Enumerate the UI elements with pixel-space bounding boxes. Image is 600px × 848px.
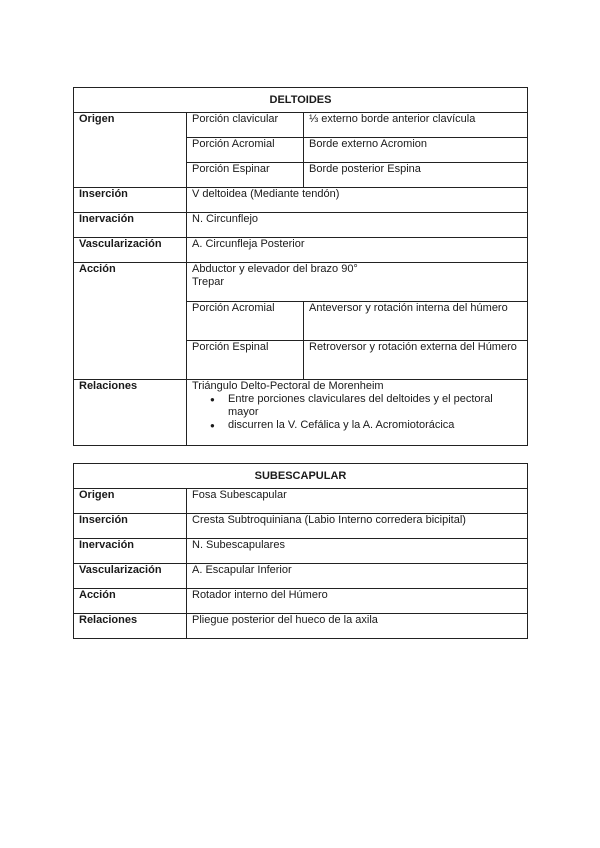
relaciones-cell: [187, 380, 528, 446]
sub-insercion-label: Inserción: [74, 514, 187, 539]
sub-inervacion-label: Inervación: [74, 539, 187, 564]
deltoides-table: [73, 87, 528, 446]
accion-line-2: Trepar: [192, 276, 224, 288]
relaciones-title: Triángulo Delto-Pectoral de Morenheim: [192, 380, 384, 392]
sub-origen-value: Fosa Subescapular: [187, 489, 528, 514]
relaciones-label: Relaciones: [74, 380, 187, 446]
sub-origen-label: Origen: [74, 489, 187, 514]
sub-relaciones-label: Relaciones: [74, 614, 187, 639]
sub-insercion-value: Cresta Subtroquiniana (Labio Interno corredera bicipital): [187, 514, 528, 539]
accion-espinal-text: Retroversor y rotación externa del Húmero: [304, 341, 528, 380]
sub-accion-label: Acción: [74, 589, 187, 614]
inervacion-label: Inervación: [74, 213, 187, 238]
inervacion-value: N. Circunflejo: [187, 213, 528, 238]
accion-portion-acromial: Porción Acromial: [187, 302, 304, 341]
vascularizacion-value: A. Circunfleja Posterior: [187, 238, 528, 263]
origen-clavicular-text: ⅓ externo borde anterior clavícula: [304, 113, 528, 138]
subescapular-title: SUBESCAPULAR: [74, 464, 528, 489]
sub-vascularizacion-label: Vascularización: [74, 564, 187, 589]
origen-portion-acromial: Porción Acromial: [187, 138, 304, 163]
accion-summary: [187, 263, 528, 302]
list-item: ● Entre porciones claviculares del deltoides y el pectoral mayor: [228, 393, 522, 419]
origen-portion-espinar: Porción Espinar: [187, 163, 304, 188]
list-item: ● discurren la V. Cefálica y la A. Acromiotorácica: [228, 419, 522, 432]
accion-line-1: Abductor y elevador del brazo 90°: [192, 263, 358, 275]
sub-relaciones-value: Pliegue posterior del hueco de la axila: [187, 614, 528, 639]
origen-espinar-text: Borde posterior Espina: [304, 163, 528, 188]
accion-label: Acción: [74, 263, 187, 380]
deltoides-title: DELTOIDES: [74, 88, 528, 113]
origen-label: Origen: [74, 113, 187, 188]
relaciones-list: [192, 393, 522, 432]
origen-portion-clavicular: Porción clavicular: [187, 113, 304, 138]
vascularizacion-label: Vascularización: [74, 238, 187, 263]
subescapular-table: [73, 463, 528, 639]
accion-acromial-text: Anteversor y rotación interna del húmero: [304, 302, 528, 341]
sub-vascularizacion-value: A. Escapular Inferior: [187, 564, 528, 589]
sub-inervacion-value: N. Subescapulares: [187, 539, 528, 564]
sub-accion-value: Rotador interno del Húmero: [187, 589, 528, 614]
accion-portion-espinal: Porción Espinal: [187, 341, 304, 380]
insercion-value: V deltoidea (Mediante tendón): [187, 188, 528, 213]
origen-acromial-text: Borde externo Acromion: [304, 138, 528, 163]
insercion-label: Inserción: [74, 188, 187, 213]
